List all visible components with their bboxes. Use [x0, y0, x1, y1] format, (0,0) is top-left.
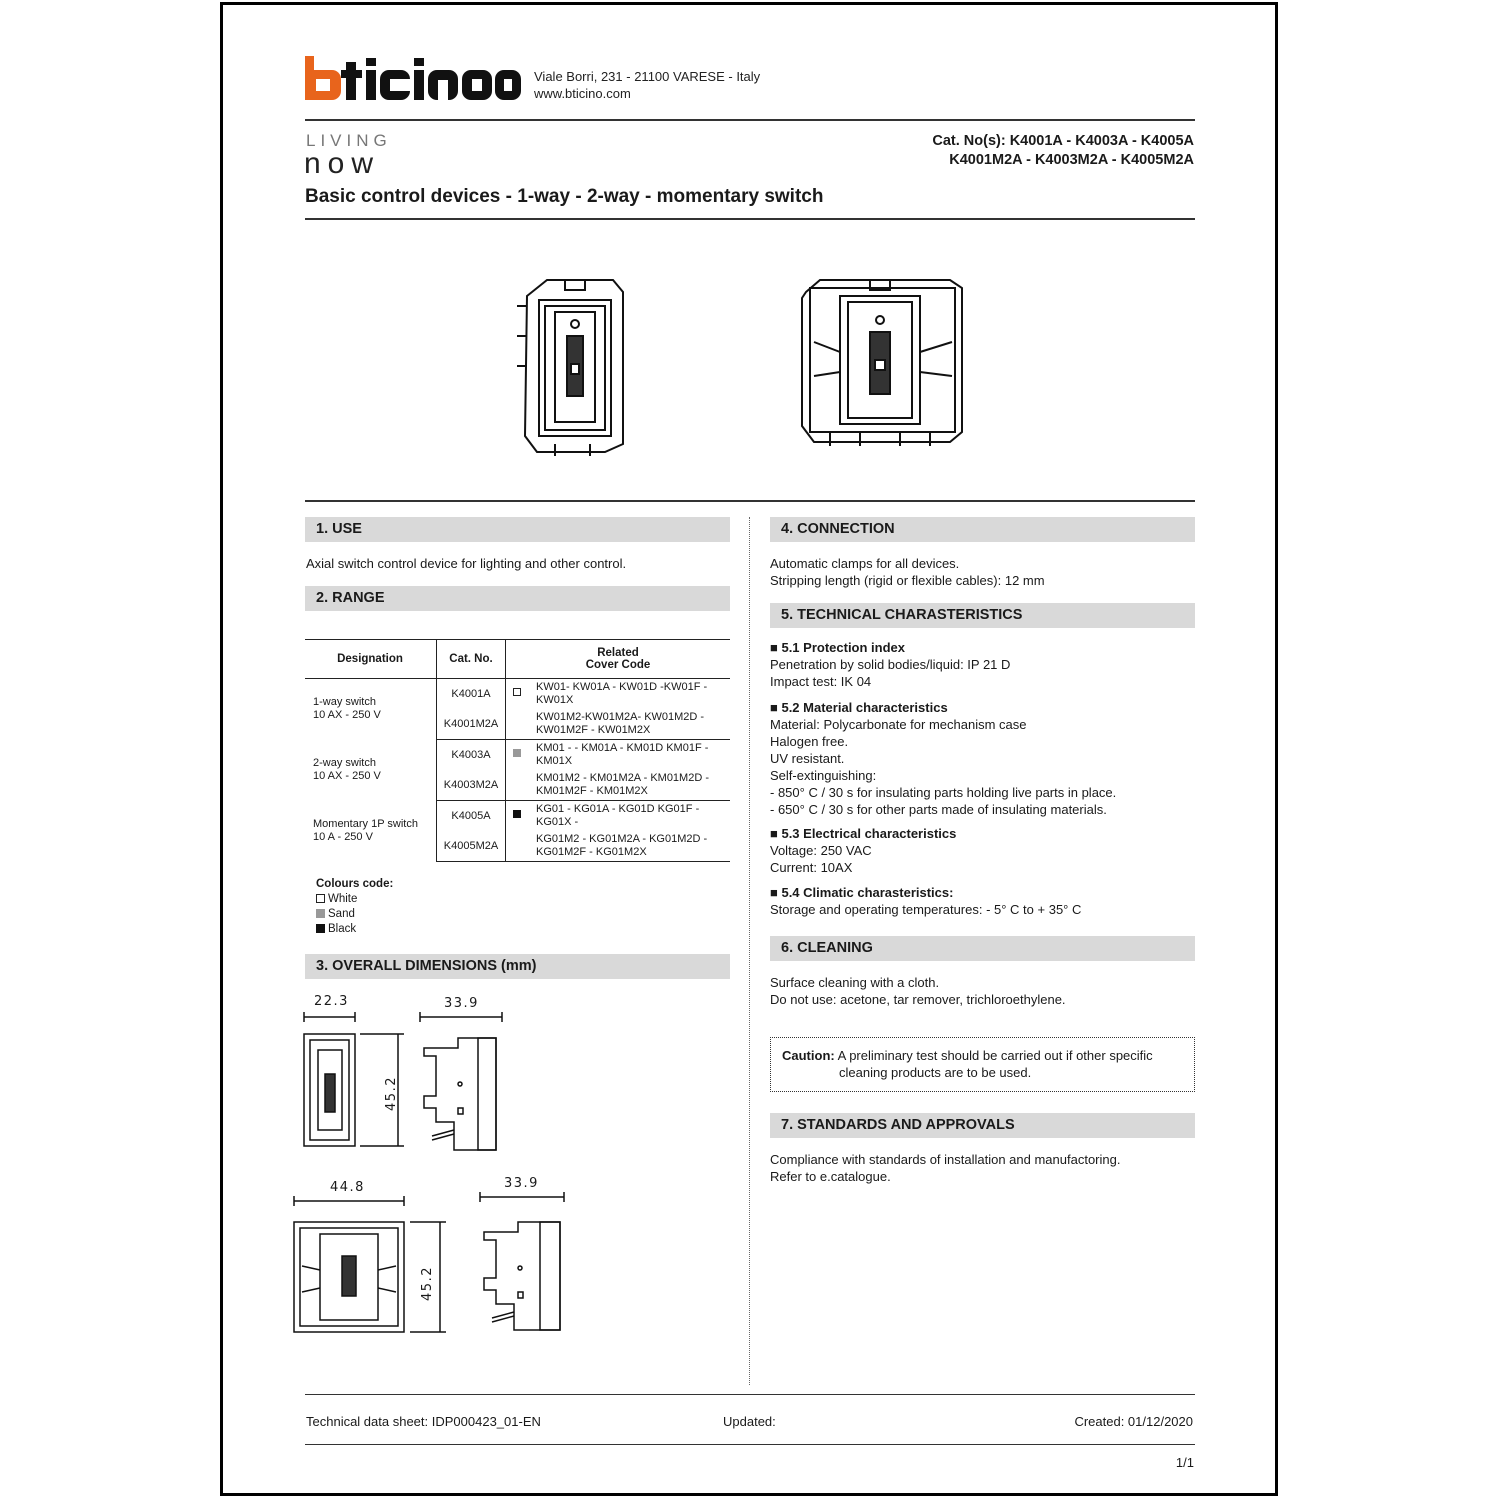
- company-address: [534, 68, 760, 102]
- dim-depth-1: 33.9: [444, 996, 479, 1011]
- side-view-2-module: [478, 1192, 570, 1332]
- cover-code-cell: KM01M2 - KM01M2A - KM01M2D - KM01M2F - KM01M2X: [506, 770, 731, 801]
- cleaning-line-2: Do not use: acetone, tar remover, trichloroethylene.: [770, 992, 1066, 1007]
- white-square-icon: [316, 894, 325, 903]
- caution-line-1: Caution: A preliminary test should be carried out if other specific: [782, 1048, 1153, 1063]
- material-line-2: Halogen free.: [770, 734, 849, 749]
- protection-line-2: Impact test: IK 04: [770, 674, 872, 689]
- cat-line-1: Cat. No(s): K4001A - K4003A - K4005A: [932, 133, 1194, 149]
- col-cover-code: Related Cover Code: [506, 640, 731, 679]
- cleaning-line-1: Surface cleaning with a cloth.: [770, 975, 940, 990]
- technical-characteristics: [770, 639, 1116, 918]
- material-line-6: - 650° C / 30 s for other parts made of insulating materials.: [770, 802, 1107, 817]
- cat-no-cell: K4001A: [437, 679, 506, 710]
- cover-code-cell: KG01 - KG01A - KG01D KG01F - KG01X -: [506, 801, 731, 832]
- dim-height-2: 45.2: [419, 1266, 435, 1301]
- connection-text: [770, 555, 1045, 589]
- page-number: 1/1: [1175, 1455, 1194, 1470]
- footer-created: Created: 01/12/2020: [1074, 1414, 1193, 1429]
- colour-swatch-black: [513, 810, 521, 818]
- dim-width-2: 44.8: [330, 1180, 365, 1195]
- dim-width-1: 22.3: [314, 994, 349, 1009]
- designation-cell: Momentary 1P switch 10 A - 250 V: [313, 818, 418, 843]
- material-title: ■ 5.2 Material characteristics: [770, 700, 948, 715]
- climatic-line-1: Storage and operating temperatures: - 5° C to + 35° C: [770, 902, 1082, 917]
- cat-no-cell: K4003M2A: [437, 770, 506, 801]
- header-rule: [305, 119, 1195, 121]
- column-divider: [749, 517, 750, 1385]
- table-row: [305, 679, 730, 710]
- legend-item-sand: Sand: [316, 907, 393, 922]
- section-technical-heading: 5. TECHNICAL CHARASTERISTICS: [770, 603, 1195, 628]
- electrical-line-1: Voltage: 250 VAC: [770, 843, 872, 858]
- col-cat-no: Cat. No.: [437, 640, 506, 679]
- caution-label: Caution:: [782, 1048, 835, 1063]
- legend-item-white: White: [316, 892, 393, 907]
- cover-code-cell: KG01M2 - KG01M2A - KG01M2D - KG01M2F - KG01M2X: [506, 831, 731, 862]
- use-text: Axial switch control device for lighting and other control.: [306, 556, 627, 571]
- colour-legend: [316, 877, 393, 937]
- material-line-3: UV resistant.: [770, 751, 845, 766]
- range-table: [305, 639, 730, 862]
- bullet-square-icon: ■: [770, 885, 782, 900]
- product-image-1-module: [515, 276, 630, 456]
- footer-rule-bottom: [305, 1444, 1195, 1445]
- series-logo-bottom: now: [304, 147, 381, 180]
- footer-updated: Updated:: [723, 1414, 776, 1429]
- series-logo-top: LIVING: [306, 131, 392, 150]
- address-line: Viale Borri, 231 - 21100 VARESE - Italy: [534, 69, 761, 84]
- electrical-title: ■ 5.3 Electrical characteristics: [770, 826, 957, 841]
- cat-no-cell: K4005M2A: [437, 831, 506, 862]
- dim-height-1: 45.2: [383, 1076, 399, 1111]
- catalogue-numbers: [932, 132, 1194, 170]
- document-title: Basic control devices - 1-way - 2-way - momentary switch: [305, 186, 824, 207]
- cat-no-cell: K4001M2A: [437, 709, 506, 740]
- table-row: [305, 740, 730, 771]
- protection-line-1: Penetration by solid bodies/liquid: IP 21 D: [770, 657, 1011, 672]
- caution-box: [770, 1037, 1195, 1092]
- protection-index-title: ■ 5.1 Protection index: [770, 640, 906, 655]
- colour-swatch-sand: [513, 749, 521, 757]
- black-square-icon: [316, 924, 325, 933]
- designation-cell: 2-way switch 10 AX - 250 V: [313, 757, 381, 782]
- footer-rule-top: [305, 1394, 1195, 1395]
- website-line: www.bticino.com: [534, 86, 631, 101]
- cleaning-text: [770, 974, 1066, 1008]
- climatic-title: ■ 5.4 Climatic charasteristics:: [770, 885, 954, 900]
- caution-line-2: cleaning products are to be used.: [839, 1065, 1032, 1080]
- material-line-4: Self-extinguishing:: [770, 768, 877, 783]
- cover-code-cell: KM01 - - KM01A - KM01D KM01F - KM01X: [506, 740, 731, 771]
- title-rule: [305, 218, 1195, 220]
- section-use-heading: 1. USE: [305, 517, 730, 542]
- product-image-2-module: [800, 276, 965, 448]
- cat-no-cell: K4005A: [437, 801, 506, 832]
- material-line-5: - 850° C / 30 s for insulating parts holding live parts in place.: [770, 785, 1117, 800]
- standards-text: [770, 1151, 1120, 1185]
- section-cleaning-heading: 6. CLEANING: [770, 936, 1195, 961]
- bullet-square-icon: ■: [770, 826, 782, 841]
- colour-swatch-white: [513, 688, 521, 696]
- footer-sheet-id: Technical data sheet: IDP000423_01-EN: [306, 1414, 541, 1429]
- legend-item-black: Black: [316, 922, 393, 937]
- images-rule: [305, 500, 1195, 502]
- section-standards-heading: 7. STANDARDS AND APPROVALS: [770, 1113, 1195, 1138]
- bullet-square-icon: ■: [770, 640, 782, 655]
- material-line-1: Material: Polycarbonate for mechanism case: [770, 717, 1027, 732]
- connection-line-2: Stripping length (rigid or flexible cables): 12 mm: [770, 573, 1045, 588]
- section-connection-heading: 4. CONNECTION: [770, 517, 1195, 542]
- standards-line-2: Refer to e.catalogue.: [770, 1169, 891, 1184]
- legend-title: Colours code:: [316, 878, 394, 890]
- side-view-1-module: [418, 1012, 508, 1152]
- designation-cell: 1-way switch 10 AX - 250 V: [313, 696, 381, 722]
- sand-square-icon: [316, 909, 325, 918]
- connection-line-1: Automatic clamps for all devices.: [770, 556, 960, 571]
- cover-code-cell: KW01- KW01A - KW01D -KW01F - KW01X: [506, 679, 731, 710]
- front-view-2-module: [292, 1196, 452, 1336]
- section-range-heading: 2. RANGE: [305, 586, 730, 611]
- bticino-logo: [305, 56, 521, 100]
- cat-no-cell: K4003A: [437, 740, 506, 771]
- bullet-square-icon: ■: [770, 700, 782, 715]
- cover-code-cell: KW01M2-KW01M2A- KW01M2D - KW01M2F - KW01M2X: [506, 709, 731, 740]
- front-view-1-module: [300, 1012, 410, 1152]
- standards-line-1: Compliance with standards of installation and manufactoring.: [770, 1152, 1121, 1167]
- col-designation: Designation: [305, 640, 437, 679]
- dim-depth-2: 33.9: [504, 1176, 539, 1191]
- electrical-line-2: Current: 10AX: [770, 860, 853, 875]
- section-dimensions-heading: 3. OVERALL DIMENSIONS (mm): [305, 954, 730, 979]
- cat-line-2: K4001M2A - K4003M2A - K4005M2A: [949, 152, 1194, 168]
- table-row: [305, 801, 730, 832]
